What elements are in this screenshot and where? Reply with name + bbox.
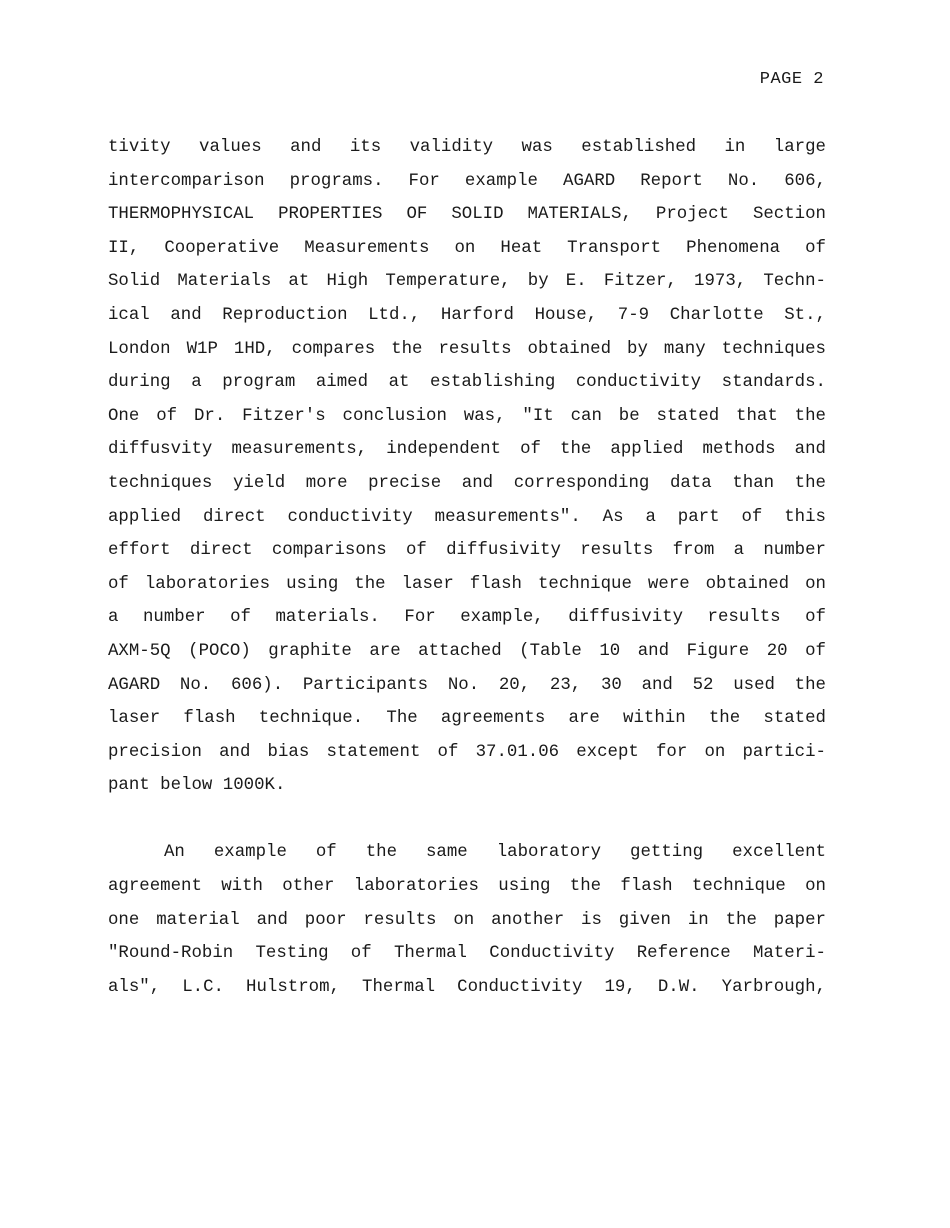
text-line: London W1P 1HD, compares the results obtained by many techniques bbox=[108, 339, 826, 359]
paragraph-1 bbox=[108, 131, 826, 803]
text-line: laser flash technique. The agreements are within the stated bbox=[108, 709, 826, 729]
paragraph-2 bbox=[108, 836, 826, 1004]
paragraph-gap bbox=[108, 803, 826, 837]
text-line: pant below 1000K. bbox=[108, 776, 286, 796]
text-line: Solid Materials at High Temperature, by E. Fitzer, 1973, Techn- bbox=[108, 272, 826, 292]
text-line: An example of the same laboratory getting excellent bbox=[164, 843, 826, 863]
body-text bbox=[108, 131, 826, 1004]
text-line: of laboratories using the laser flash technique were obtained on bbox=[108, 574, 826, 594]
text-line: applied direct conductivity measurements". As a part of this bbox=[108, 507, 826, 527]
text-line: a number of materials. For example, diffusivity results of bbox=[108, 608, 826, 628]
text-line: THERMOPHYSICAL PROPERTIES OF SOLID MATERIALS, Project Section bbox=[108, 205, 826, 225]
text-line: one material and poor results on another is given in the paper bbox=[108, 910, 826, 930]
text-line: "Round-Robin Testing of Thermal Conductivity Reference Materi- bbox=[108, 944, 826, 964]
text-line: ical and Reproduction Ltd., Harford House, 7-9 Charlotte St., bbox=[108, 305, 826, 325]
text-line: II, Cooperative Measurements on Heat Transport Phenomena of bbox=[108, 238, 826, 258]
page-number: PAGE 2 bbox=[759, 70, 824, 89]
text-line: during a program aimed at establishing conductivity standards. bbox=[108, 373, 826, 393]
text-line: precision and bias statement of 37.01.06 except for on partici- bbox=[108, 742, 826, 762]
text-line: intercomparison programs. For example AGARD Report No. 606, bbox=[108, 171, 826, 191]
text-line: AXM-5Q (POCO) graphite are attached (Table 10 and Figure 20 of bbox=[108, 641, 826, 661]
text-line: effort direct comparisons of diffusivity results from a number bbox=[108, 541, 826, 561]
text-line: als", L.C. Hulstrom, Thermal Conductivity 19, D.W. Yarbrough, bbox=[108, 977, 826, 997]
text-line: One of Dr. Fitzer's conclusion was, "It can be stated that the bbox=[108, 406, 826, 426]
text-line: diffusvity measurements, independent of the applied methods and bbox=[108, 440, 826, 460]
text-line: agreement with other laboratories using the flash technique on bbox=[108, 877, 826, 897]
text-line: tivity values and its validity was established in large bbox=[108, 138, 826, 157]
text-line: techniques yield more precise and corresponding data than the bbox=[108, 473, 826, 493]
text-line: AGARD No. 606). Participants No. 20, 23, 30 and 52 used the bbox=[108, 675, 826, 695]
